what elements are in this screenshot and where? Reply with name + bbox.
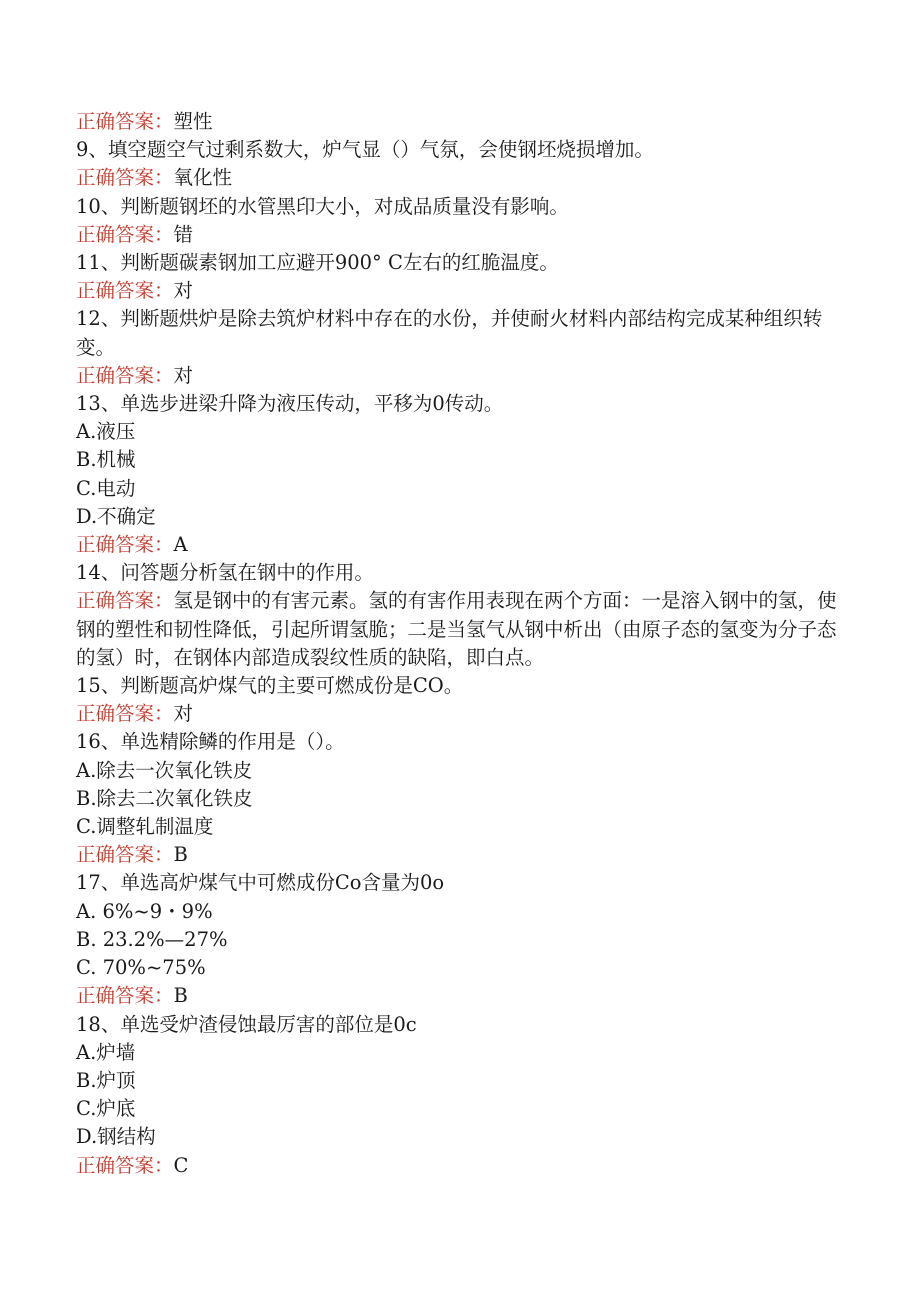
- question-line: 17、单选高炉煤气中可燃成份Co含量为0o: [76, 871, 445, 895]
- answer-label: 正确答案：: [76, 984, 174, 1008]
- answer-line: [76, 277, 846, 305]
- option-line: D.钢结构: [76, 1125, 156, 1149]
- question-line: 15、判断题高炉煤气的主要可燃成份是CO。: [76, 674, 464, 698]
- answer-line: [76, 108, 846, 136]
- answer-line: [76, 1152, 846, 1180]
- answer-text: 氧化性: [173, 166, 233, 190]
- answer-line: [76, 221, 846, 249]
- answer-label: 正确答案：: [76, 110, 174, 133]
- option-line: A.液压: [76, 420, 136, 444]
- answer-label: 正确答案：: [76, 702, 174, 726]
- answer-line: [76, 587, 846, 672]
- answer-label: 正确答案：: [76, 166, 174, 190]
- answer-text: 塑性: [173, 110, 213, 133]
- question-line: 9、填空题空气过剩系数大，炉气显（）气氛，会使钢坯烧损增加。: [76, 138, 654, 162]
- answer-label: 正确答案：: [76, 363, 174, 387]
- answer-line: [76, 164, 846, 192]
- question-line: 14、问答题分析氢在钢中的作用。: [76, 561, 374, 585]
- answer-text: 对: [173, 363, 194, 387]
- answer-label: 正确答案：: [76, 589, 174, 613]
- answer-text: 对: [173, 702, 194, 726]
- answer-label: 正确答案：: [76, 843, 174, 867]
- answer-text: A: [173, 533, 188, 557]
- option-line: B.炉顶: [76, 1068, 136, 1092]
- question-line: 11、判断题碳素钢加工应避开900° C左右的红脆温度。: [76, 251, 559, 275]
- option-line: B.机械: [76, 448, 136, 472]
- option-line: C.电动: [76, 476, 136, 500]
- option-line: B. 23.2%—27%: [76, 927, 228, 951]
- answer-line: [76, 362, 846, 390]
- option-line: C.炉底: [76, 1097, 136, 1121]
- option-line: C. 70%~75%: [76, 956, 206, 980]
- question-line: 12、判断题烘炉是除去筑炉材料中存在的水份，并使耐火材料内部结构完成某种组织转变。: [76, 307, 823, 359]
- answer-text: 对: [173, 279, 194, 303]
- option-line: B.除去二次氧化铁皮: [76, 786, 253, 810]
- option-line: D.不确定: [76, 504, 156, 528]
- question-line: 13、单选步进梁升降为液压传动，平移为0传动。: [76, 392, 504, 416]
- answer-text: 氢是钢中的有害元素。氢的有害作用表现在两个方面：一是溶入钢中的氢，使钢的塑性和韧性降低，引起所谓氢脆；二是当氢气从钢中析出（由原子态的氢变为分子态的氢）时，在钢体内部造成裂纹性质的缺陷，即白点。: [76, 589, 837, 669]
- document-body: [76, 108, 846, 1180]
- answer-line: [76, 700, 846, 728]
- answer-text: C: [173, 1153, 189, 1177]
- answer-text: B: [173, 843, 188, 867]
- option-line: A.除去一次氧化铁皮: [76, 758, 253, 782]
- option-line: A. 6%~9・9%: [76, 899, 213, 923]
- answer-label: 正确答案：: [76, 222, 174, 246]
- answer-label: 正确答案：: [76, 279, 174, 303]
- answer-line: [76, 982, 846, 1010]
- option-line: A.炉墙: [76, 1040, 136, 1064]
- question-line: 18、单选受炉渣侵蚀最厉害的部位是0c: [76, 1012, 417, 1036]
- option-line: C.调整轧制温度: [76, 815, 214, 839]
- answer-text: B: [173, 984, 188, 1008]
- answer-line: [76, 531, 846, 559]
- question-line: 16、单选精除鳞的作用是（）。: [76, 730, 345, 754]
- answer-label: 正确答案：: [76, 533, 174, 557]
- question-line: 10、判断题钢坯的水管黑印大小，对成品质量没有影响。: [76, 194, 569, 218]
- answer-label: 正确答案：: [76, 1153, 174, 1177]
- answer-text: 错: [173, 222, 194, 246]
- answer-line: [76, 841, 846, 869]
